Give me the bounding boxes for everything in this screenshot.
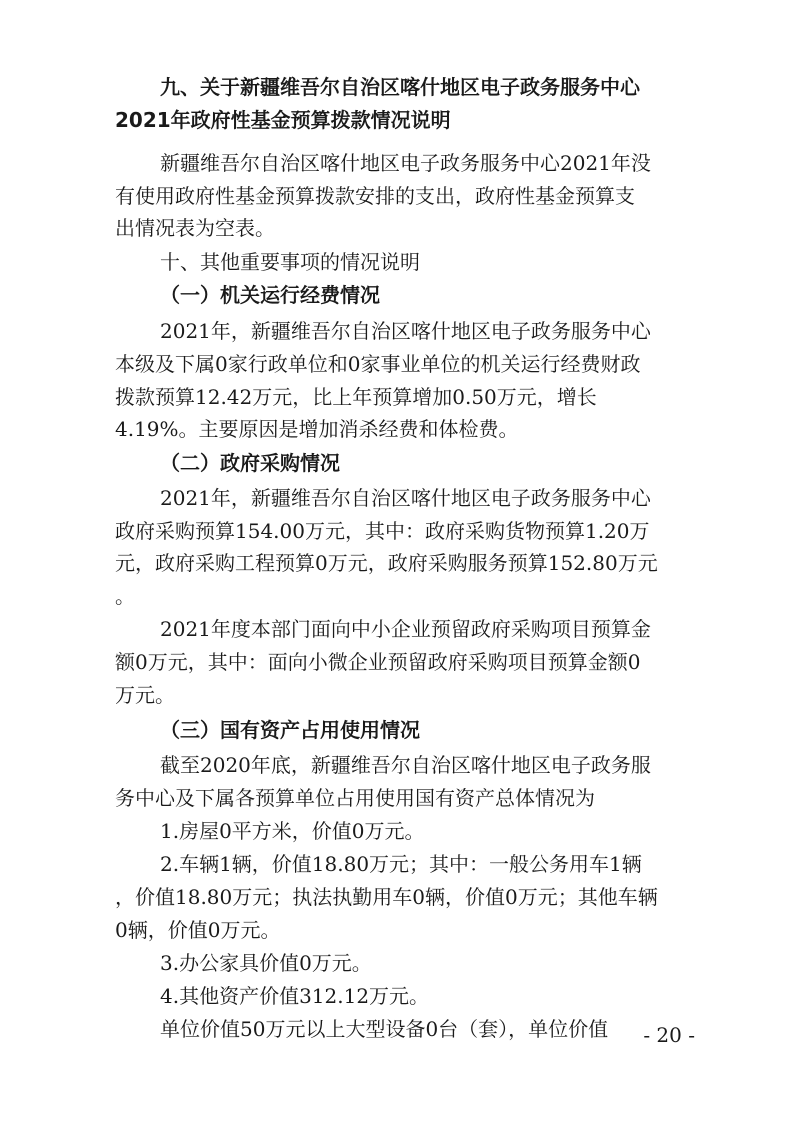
section-9-heading-line-1: 九、关于新疆维吾尔自治区喀什地区电子政务服务中心 xyxy=(160,75,640,99)
paragraph-line: 4.19%。主要原因是增加消杀经费和体检费。 xyxy=(115,417,519,441)
paragraph-line: 2021年，新疆维吾尔自治区喀什地区电子政务服务中心 xyxy=(160,319,651,343)
paragraph-line: 截至2020年底，新疆维吾尔自治区喀什地区电子政务服 xyxy=(160,753,651,777)
paragraph-line: 政府采购预算154.00万元，其中：政府采购货物预算1.20万 xyxy=(115,519,650,543)
paragraph-line: 2021年，新疆维吾尔自治区喀什地区电子政务服务中心 xyxy=(160,486,651,510)
subsection-heading-state-assets: （三）国有资产占用使用情况 xyxy=(160,718,420,742)
paragraph-line: 1.房屋0平方米，价值0万元。 xyxy=(160,819,425,843)
paragraph-line: 拨款预算12.42万元，比上年预算增加0.50万元，增长 xyxy=(115,385,597,409)
subsection-heading-government-procurement: （二）政府采购情况 xyxy=(160,451,340,475)
paragraph-line: 元，政府采购工程预算0万元，政府采购服务预算152.80万元 xyxy=(115,551,658,575)
paragraph-line: 3.办公家具价值0万元。 xyxy=(160,951,372,975)
paragraph-line: 出情况表为空表。 xyxy=(115,216,275,240)
paragraph-line: 新疆维吾尔自治区喀什地区电子政务服务中心2021年没 xyxy=(160,151,651,175)
paragraph-line: 4.其他资产价值312.12万元。 xyxy=(160,984,430,1008)
paragraph-line: 本级及下属0家行政单位和0家事业单位的机关运行经费财政 xyxy=(115,352,641,376)
paragraph-line: 务中心及下属各预算单位占用使用国有资产总体情况为 xyxy=(115,786,595,810)
paragraph-line: ，价值18.80万元；执法执勤用车0辆，价值0万元；其他车辆 xyxy=(115,885,658,909)
paragraph-line: 2.车辆1辆，价值18.80万元；其中：一般公务用车1辆 xyxy=(160,852,642,876)
paragraph-line: 单位价值50万元以上大型设备0台（套），单位价值 xyxy=(160,1017,609,1041)
subsection-heading-operating-expenses: （一）机关运行经费情况 xyxy=(160,283,380,307)
paragraph-line: 万元。 xyxy=(115,683,175,707)
section-9-heading-line-2: 2021年政府性基金预算拨款情况说明 xyxy=(115,108,451,132)
paragraph-line: 有使用政府性基金预算拨款安排的支出，政府性基金预算支 xyxy=(115,184,635,208)
paragraph-line: 额0万元，其中：面向小微企业预留政府采购项目预算金额0 xyxy=(115,650,641,674)
paragraph-line: 。 xyxy=(115,584,135,608)
paragraph-line: 2021年度本部门面向中小企业预留政府采购项目预算金 xyxy=(160,617,651,641)
page-number: - 20 - xyxy=(643,1023,695,1047)
paragraph-line: 0辆，价值0万元。 xyxy=(115,918,281,942)
section-10-heading: 十、其他重要事项的情况说明 xyxy=(160,250,420,274)
